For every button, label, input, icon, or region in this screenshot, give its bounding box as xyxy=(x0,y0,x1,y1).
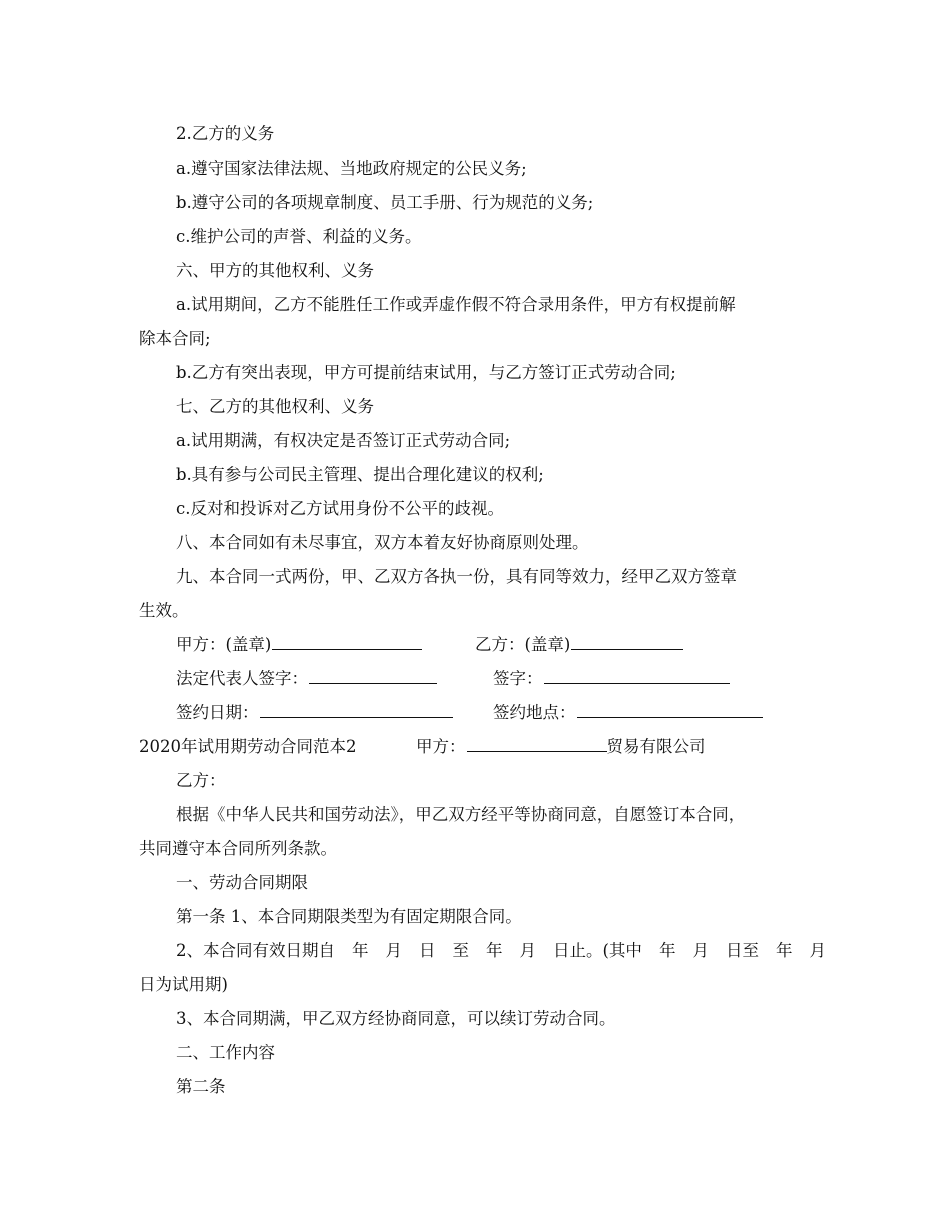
sign-date-row xyxy=(176,699,453,723)
party-a-seal-label: 甲方：(盖章) xyxy=(176,635,272,654)
text-line: a.试用期间，乙方不能胜任工作或弄虚作假不符合录用条件，甲方有权提前解 xyxy=(176,295,736,314)
date-cell: 2、本合同有效日期自 xyxy=(176,941,335,960)
text-line: b.乙方有突出表现，甲方可提前结束试用，与乙方签订正式劳动合同; xyxy=(176,363,676,382)
text-line: c.维护公司的声誉、利益的义务。 xyxy=(176,227,422,246)
date-cell: 日至 xyxy=(725,941,759,960)
text-line: 除本合同; xyxy=(139,329,211,348)
date-cell: 年 xyxy=(775,941,793,960)
date-cell: 月 xyxy=(385,941,402,960)
article-line: 第一条 1、本合同期限类型为有固定期限合同。 xyxy=(176,907,522,926)
section-heading: 一、劳动合同期限 xyxy=(176,873,308,892)
date-cell: 年 xyxy=(486,941,503,960)
second-party-b-label: 乙方： xyxy=(176,771,226,790)
article-line: 第二条 xyxy=(176,1077,226,1096)
intro-line: 共同遵守本合同所列条款。 xyxy=(139,839,337,858)
legal-rep-label: 法定代表人签字： xyxy=(176,669,308,688)
party-a-seal-blank xyxy=(272,634,422,650)
party-b-seal-label: 乙方：(盖章) xyxy=(475,635,571,654)
date-cell: 日止。(其中 xyxy=(553,941,642,960)
sign-place-label: 签约地点： xyxy=(493,703,576,722)
text-line: 九、本合同一式两份，甲、乙双方各执一份，具有同等效力，经甲乙双方签章 xyxy=(176,567,737,586)
text-line: a.遵守国家法律法规、当地政府规定的公民义务; xyxy=(176,159,527,178)
party-b-seal-blank xyxy=(571,634,683,650)
text-line: b.具有参与公司民主管理、提出合理化建议的权利; xyxy=(176,465,544,484)
party-b-seal-row xyxy=(475,631,683,655)
sign-date-blank xyxy=(260,702,453,718)
date-cell: 月 xyxy=(519,941,536,960)
legal-rep-blank xyxy=(309,668,437,684)
legal-rep-row xyxy=(176,665,437,689)
text-line: a.试用期满，有权决定是否签订正式劳动合同; xyxy=(176,431,511,450)
sign-place-row xyxy=(493,699,763,723)
sign-row xyxy=(493,665,730,689)
date-cell: 月 xyxy=(809,941,826,960)
date-cell: 年 xyxy=(352,941,369,960)
intro-line: 根据《中华人民共和国劳动法》，甲乙双方经平等协商同意，自愿签订本合同， xyxy=(176,805,746,824)
text-line: b.遵守公司的各项规章制度、员工手册、行为规范的义务; xyxy=(176,193,594,212)
section-heading: 二、工作内容 xyxy=(176,1043,275,1062)
text-line: 八、本合同如有未尽事宜，双方本着友好协商原则处理。 xyxy=(176,533,589,552)
section-heading: 六、甲方的其他权利、义务 xyxy=(176,261,374,280)
sign-blank xyxy=(544,668,730,684)
second-party-a-row xyxy=(416,733,706,757)
date-cell: 年 xyxy=(658,941,676,960)
date-cell: 日 xyxy=(419,941,436,960)
date-cell: 至 xyxy=(452,941,469,960)
sign-label: 签字： xyxy=(493,669,543,688)
second-party-a-label: 甲方： xyxy=(416,737,466,756)
second-contract-title: 2020年试用期劳动合同范本2 xyxy=(139,737,357,756)
article-line: 3、本合同期满，甲乙双方经协商同意，可以续订劳动合同。 xyxy=(176,1009,616,1028)
section-heading: 七、乙方的其他权利、义务 xyxy=(176,397,374,416)
article-date-line xyxy=(176,937,826,961)
second-party-a-suffix: 贸易有限公司 xyxy=(606,737,706,756)
party-a-seal-row xyxy=(176,631,422,655)
text-line: c.反对和投诉对乙方试用身份不公平的歧视。 xyxy=(176,499,504,518)
sign-place-blank xyxy=(577,702,763,718)
article-line: 日为试用期) xyxy=(139,975,228,994)
date-cell: 月 xyxy=(692,941,709,960)
text-line: 2.乙方的义务 xyxy=(176,124,275,143)
second-party-a-blank xyxy=(467,736,607,752)
text-line: 生效。 xyxy=(139,601,189,620)
sign-date-label: 签约日期： xyxy=(176,703,259,722)
